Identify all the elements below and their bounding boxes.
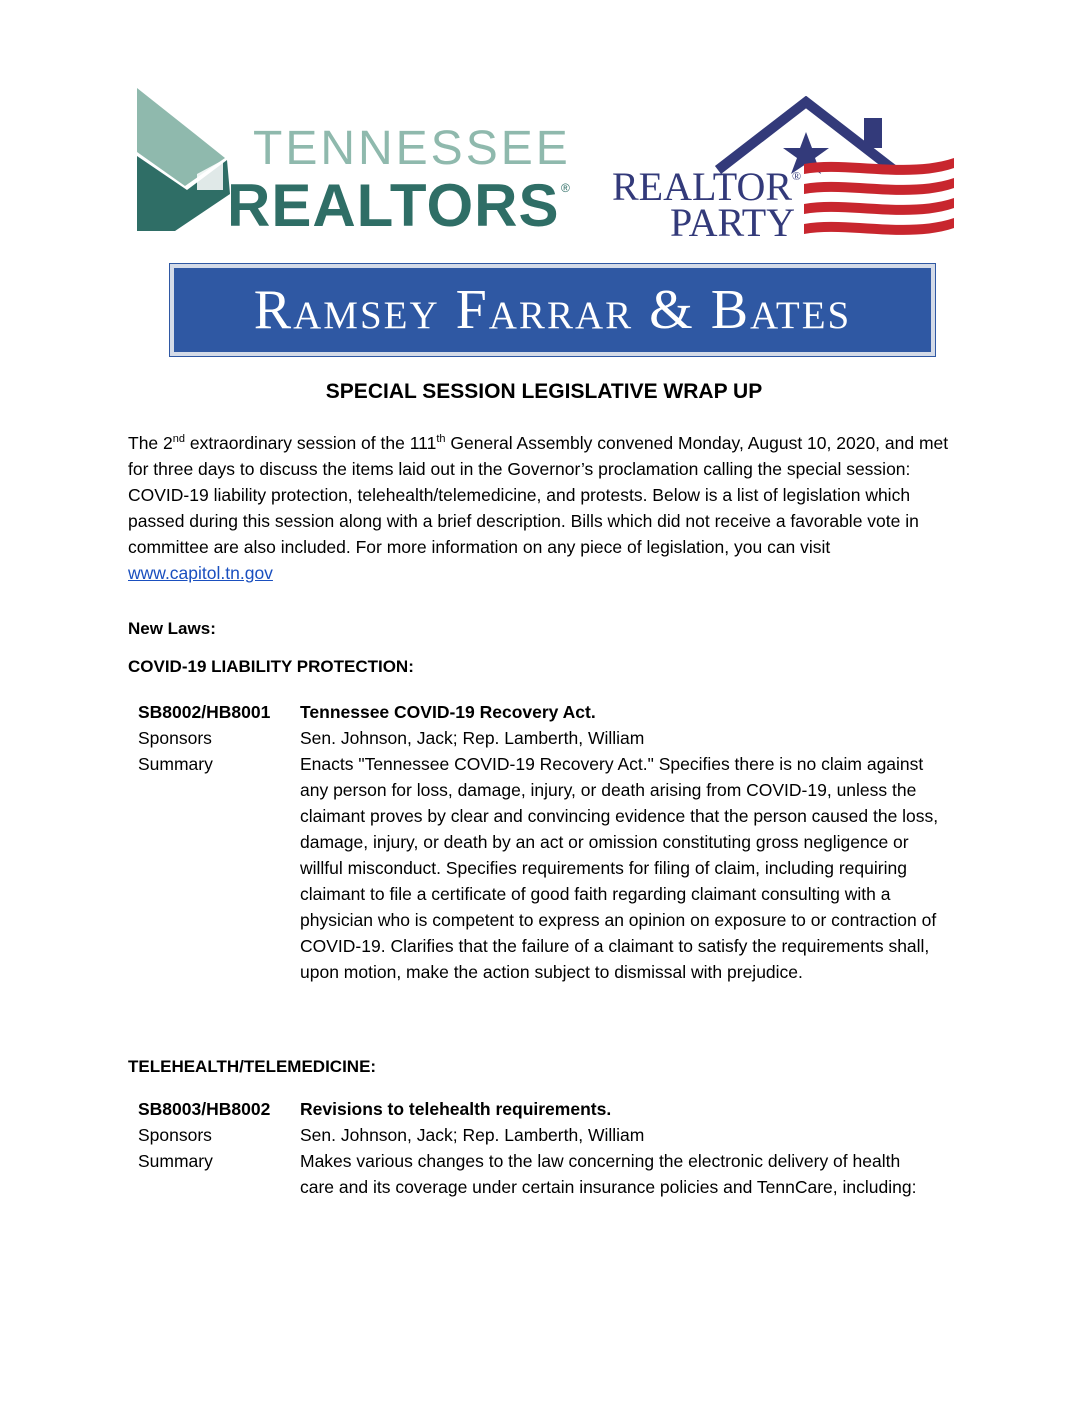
capitol-link[interactable]: www.capitol.tn.gov [128,563,273,583]
logo-realtor-text: REALTOR [612,164,793,209]
flag-stripe-3 [804,198,954,215]
summary-value: Enacts "Tennessee COVID-19 Recovery Act." Specifies there is no claim against any person for loss, damage, injury, or death arising from COVID-19, unless the claimant proves by clear and convincing evidence that the person caused the loss, damage, injury, or death by an act or omission constituting gross negligence or willful misconduct. Specifies requirements for filing of claim, including requiring claimant to file a certificate of good faith regarding claimant consulting with a physician who is competent to express an opinion on exposure to or contraction of COVID-19. Clarifies that the failure of a claimant to satisfy the requirements shall, upon motion, make the action subject to dismissal with prejudice. [300,754,939,982]
tennessee-realtors-logo [135,86,575,236]
realtor-party-logo [606,96,956,246]
sponsors-label: Sponsors [138,728,212,748]
intro-text-1: The 2 [128,433,173,453]
bill-number: SB8003/HB8002 [138,1099,271,1119]
flag-stripe-2 [804,178,954,195]
logo-party-registered-mark: ® [792,169,802,183]
bill-number: SB8002/HB8001 [138,702,271,722]
sponsors-label: Sponsors [138,1125,212,1145]
bill-sb8002 [138,699,958,985]
summary-label: Summary [138,1151,213,1171]
chimney-icon [864,118,882,148]
bill-sb8003 [138,1096,958,1200]
ramsey-farrar-bates-banner [170,264,935,356]
section-heading-covid: COVID-19 LIABILITY PROTECTION: [128,657,414,676]
bill-title-row [138,699,958,725]
intro-paragraph [128,430,963,586]
intro-text-3: General Assembly convened Monday, August 10, 2020, and met for three days to discuss the items laid out in the Governor’s proclamation calling the special session: COVID-19 liability protection, telehealth/telemedicine, and protests. Below is a list of legislation which passed during this session along with a brief description. Bills which did not receive a favorable vote in committee are also included. For more information on any piece of legislation, you can visit [128,433,949,557]
section-heading-telehealth: TELEHEALTH/TELEMEDICINE: [128,1057,377,1076]
logo-tennessee-text: TENNESSEE [253,122,571,175]
new-laws-label: New Laws: [128,619,216,638]
bill-summary-row [138,1148,958,1200]
document-title: SPECIAL SESSION LEGISLATIVE WRAP UP [325,380,763,403]
flag-stripe-4 [804,218,954,235]
ramsey-farrar-bates-text: Ramsey Farrar & Bates [253,279,852,341]
summary-value: Makes various changes to the law concerning the electronic delivery of health care and its coverage under certain insurance policies and TennCare, including: [300,1151,917,1197]
summary-label: Summary [138,754,213,774]
intro-sup-1: nd [172,433,185,446]
bill-sponsors-row [138,725,958,751]
bill-summary-row [138,751,958,985]
bill-title-row [138,1096,958,1122]
bill-title: Revisions to telehealth requirements. [300,1099,612,1119]
sponsors-value: Sen. Johnson, Jack; Rep. Lamberth, William [300,1125,645,1145]
logo-registered-mark: ® [561,181,570,195]
logo-party-text: PARTY [670,200,796,245]
logo-realtors-text: REALTORS [227,172,560,236]
bill-sponsors-row [138,1122,958,1148]
bill-title: Tennessee COVID-19 Recovery Act. [300,702,596,722]
sponsors-value: Sen. Johnson, Jack; Rep. Lamberth, William [300,728,645,748]
intro-sup-2: th [436,433,446,446]
intro-text-2: extraordinary session of the 111 [185,433,437,453]
